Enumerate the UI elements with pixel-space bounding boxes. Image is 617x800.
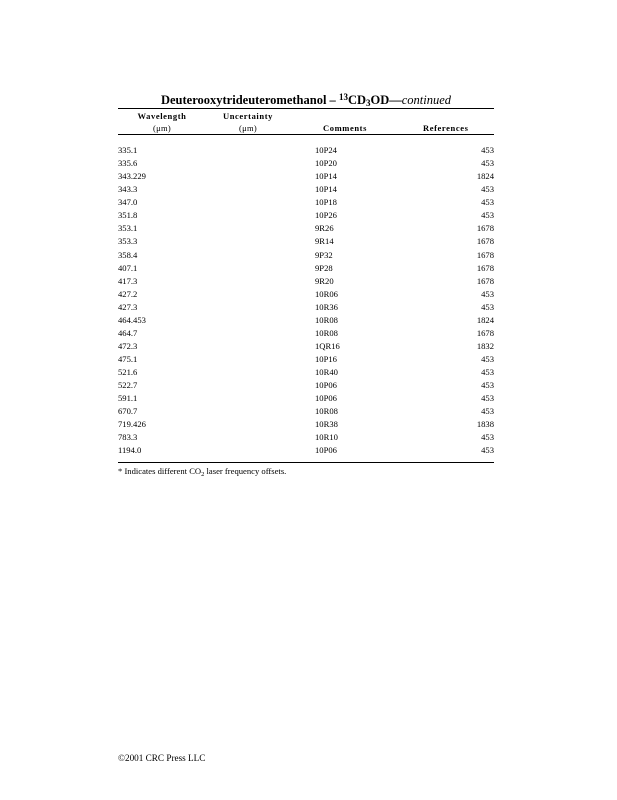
header-comments: Comments <box>323 123 367 133</box>
comment-cell: 10R10 <box>315 432 338 443</box>
table-row <box>118 340 494 353</box>
table-bottom-rule <box>118 462 494 463</box>
wavelength-cell: 407.1 <box>118 262 138 273</box>
comment-cell: 10P26 <box>315 210 337 221</box>
table-row <box>118 183 494 196</box>
reference-cell: 453 <box>481 445 494 456</box>
table-row <box>118 235 494 248</box>
comment-cell: 10P14 <box>315 171 337 182</box>
table-footnote <box>118 466 286 478</box>
header-uncertainty-unit: (μm) <box>238 123 258 133</box>
comment-cell: 10P14 <box>315 184 337 195</box>
wavelength-cell: 343.3 <box>118 184 138 195</box>
wavelength-cell: 591.1 <box>118 393 138 404</box>
table-body <box>118 144 494 458</box>
wavelength-cell: 522.7 <box>118 380 138 391</box>
table-row <box>118 392 494 405</box>
title-formula-subscript: 3 <box>366 98 371 108</box>
reference-cell: 1678 <box>476 275 494 286</box>
table-row <box>118 418 494 431</box>
comment-cell: 9R20 <box>315 275 334 286</box>
wavelength-cell: 1194.0 <box>118 445 142 456</box>
table-row <box>118 366 494 379</box>
reference-cell: 453 <box>481 184 494 195</box>
table-row <box>118 157 494 170</box>
reference-cell: 1832 <box>476 340 494 351</box>
comment-cell: 10P06 <box>315 445 337 456</box>
wavelength-cell: 353.1 <box>118 223 138 234</box>
footnote-prefix: * Indicates different CO <box>118 466 202 476</box>
table-row <box>118 353 494 366</box>
wavelength-cell: 417.3 <box>118 275 138 286</box>
reference-cell: 453 <box>481 301 494 312</box>
comment-cell: 9P28 <box>315 262 333 273</box>
wavelength-cell: 353.3 <box>118 236 138 247</box>
reference-cell: 453 <box>481 367 494 378</box>
comment-cell: 10P06 <box>315 380 337 391</box>
comment-cell: 9R14 <box>315 236 334 247</box>
table-row <box>118 444 494 457</box>
reference-cell: 1678 <box>476 262 494 273</box>
table-row <box>118 170 494 183</box>
reference-cell: 1678 <box>476 327 494 338</box>
reference-cell: 1838 <box>476 419 494 430</box>
reference-cell: 1824 <box>476 171 494 182</box>
title-isotope-superscript: 13 <box>338 92 348 102</box>
table-row <box>118 327 494 340</box>
wavelength-cell: 464.7 <box>118 327 138 338</box>
reference-cell: 453 <box>481 432 494 443</box>
reference-cell: 453 <box>481 210 494 221</box>
comment-cell: 10R08 <box>315 327 338 338</box>
table-row <box>118 249 494 262</box>
comment-cell: 9P32 <box>315 249 333 260</box>
comment-cell: 10R40 <box>315 367 338 378</box>
header-references: References <box>423 123 469 133</box>
header-uncertainty: Uncertainty <box>222 111 274 121</box>
comment-cell: 10P18 <box>315 197 337 208</box>
wavelength-cell: 427.2 <box>118 288 138 299</box>
title-formula-part-a: CD <box>347 93 366 107</box>
table-row <box>118 209 494 222</box>
wavelength-cell: 475.1 <box>118 354 138 364</box>
reference-cell: 1824 <box>476 314 494 325</box>
reference-cell: 1678 <box>476 249 494 260</box>
header-wavelength: Wavelength <box>137 111 187 121</box>
comment-cell: 10R36 <box>315 301 338 312</box>
comment-cell: 9R26 <box>315 223 334 234</box>
comment-cell: 10R08 <box>315 406 338 417</box>
table-row <box>118 301 494 314</box>
table-row <box>118 288 494 301</box>
table-row <box>118 314 494 327</box>
table-row <box>118 275 494 288</box>
table-row <box>118 405 494 418</box>
wavelength-cell: 335.6 <box>118 158 138 169</box>
table-row <box>118 379 494 392</box>
wavelength-cell: 427.3 <box>118 301 138 312</box>
wavelength-cell: 464.453 <box>118 314 146 325</box>
wavelength-cell: 358.4 <box>118 249 138 260</box>
wavelength-cell: 719.426 <box>118 419 146 430</box>
reference-cell: 453 <box>481 197 494 208</box>
table-title <box>118 92 494 108</box>
comment-cell: 10R08 <box>315 314 338 325</box>
table-row <box>118 222 494 235</box>
reference-cell: 453 <box>481 380 494 391</box>
reference-cell: 1678 <box>476 223 494 234</box>
wavelength-cell: 783.3 <box>118 432 138 443</box>
comment-cell: 1QR16 <box>315 340 340 351</box>
wavelength-cell: 347.0 <box>118 197 138 208</box>
table-row <box>118 144 494 157</box>
table-top-rule <box>118 108 494 109</box>
copyright-notice: ©2001 CRC Press LLC <box>118 753 206 763</box>
comment-cell: 10R06 <box>315 288 338 299</box>
wavelength-cell: 335.1 <box>118 145 138 155</box>
comment-cell: 10P24 <box>315 145 337 155</box>
wavelength-cell: 351.8 <box>118 210 138 221</box>
reference-cell: 1678 <box>476 236 494 247</box>
reference-cell: 453 <box>481 145 494 155</box>
reference-cell: 453 <box>481 393 494 404</box>
wavelength-cell: 343.229 <box>118 171 146 182</box>
comment-cell: 10R38 <box>315 419 338 430</box>
title-formula-part-b: OD— <box>370 93 402 107</box>
title-compound-name: Deuterooxytrideuteromethanol – <box>160 93 339 107</box>
table-row <box>118 431 494 444</box>
table-row <box>118 262 494 275</box>
table-header-rule <box>118 134 494 135</box>
table-row <box>118 196 494 209</box>
title-continued: continued <box>401 93 452 107</box>
wavelength-cell: 472.3 <box>118 340 138 351</box>
footnote-subscript: 2 <box>201 471 205 478</box>
reference-cell: 453 <box>481 354 494 364</box>
comment-cell: 10P20 <box>315 158 337 169</box>
wavelength-cell: 521.6 <box>118 367 138 378</box>
footnote-suffix: laser frequency offsets. <box>204 466 287 476</box>
header-wavelength-unit: (μm) <box>152 123 172 133</box>
reference-cell: 453 <box>481 288 494 299</box>
wavelength-cell: 670.7 <box>118 406 138 417</box>
comment-cell: 10P06 <box>315 393 337 404</box>
reference-cell: 453 <box>481 406 494 417</box>
comment-cell: 10P16 <box>315 354 337 364</box>
reference-cell: 453 <box>481 158 494 169</box>
